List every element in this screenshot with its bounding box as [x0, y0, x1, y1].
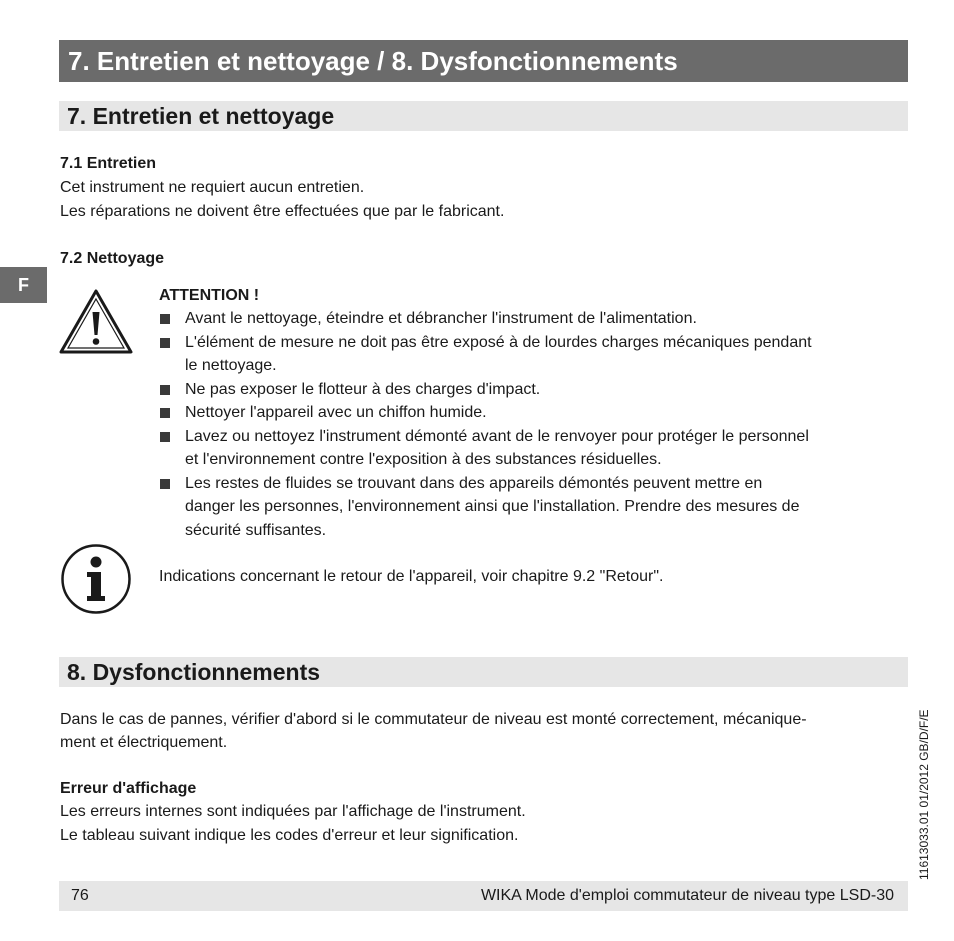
- section-7-heading: 7. Entretien et nettoyage: [59, 101, 908, 131]
- display-error-line-2: Le tableau suivant indique les codes d'erreur et leur signification.: [60, 827, 519, 844]
- malfunction-intro-line-1: Dans le cas de pannes, vérifier d'abord si le commutateur de niveau est monté correctement, mécanique-: [60, 711, 807, 728]
- display-error-line-1: Les erreurs internes sont indiquées par l'affichage de l'instrument.: [60, 803, 526, 820]
- list-item: L'élément de mesure ne doit pas être exposé à de lourdes charges mécaniques pendant le nettoyage.: [159, 331, 919, 378]
- section-8-heading: 8. Dysfonctionnements: [59, 657, 908, 687]
- bullet-square-icon: [160, 385, 170, 395]
- info-circle-icon: [60, 543, 132, 615]
- maintenance-line-1: Cet instrument ne requiert aucun entretien.: [60, 179, 365, 196]
- cleaning-instructions-list: [159, 307, 919, 542]
- bullet-square-icon: [160, 432, 170, 442]
- list-item: Les restes de fluides se trouvant dans des appareils démontés peuvent mettre en danger les personnes, l'environnement ainsi que l'installation. Prendre des mesures de sécurité suffisantes.: [159, 472, 919, 543]
- document-title: WIKA Mode d'emploi commutateur de niveau type LSD-30: [480, 887, 894, 904]
- page-footer: [59, 881, 908, 911]
- bullet-square-icon: [160, 314, 170, 324]
- list-item: Avant le nettoyage, éteindre et débrancher l'instrument de l'alimentation.: [159, 307, 919, 331]
- language-tab: F: [0, 267, 47, 303]
- display-error-heading: Erreur d'affichage: [60, 780, 197, 797]
- list-item: Lavez ou nettoyez l'instrument démonté avant de le renvoyer pour protéger le personnel et l'environnement contre l'exposition à des substances résiduelles.: [159, 425, 919, 472]
- maintenance-line-2: Les réparations ne doivent être effectuées que par le fabricant.: [60, 203, 505, 220]
- bullet-square-icon: [160, 479, 170, 489]
- warning-triangle-icon: [58, 288, 134, 356]
- bullet-square-icon: [160, 408, 170, 418]
- page-title: 7. Entretien et nettoyage / 8. Dysfonctionnements: [59, 40, 908, 82]
- list-item: Ne pas exposer le flotteur à des charges d'impact.: [159, 378, 919, 402]
- page-number: 76: [71, 887, 89, 904]
- list-item: Nettoyer l'appareil avec un chiffon humide.: [159, 401, 919, 425]
- subsection-7-2-heading: 7.2 Nettoyage: [60, 250, 165, 267]
- attention-label: ATTENTION !: [159, 287, 260, 304]
- bullet-square-icon: [160, 338, 170, 348]
- malfunction-intro-line-2: ment et électriquement.: [60, 734, 228, 751]
- return-info-text: Indications concernant le retour de l'appareil, voir chapitre 9.2 "Retour".: [159, 568, 664, 585]
- document-code: 11613033.01 01/2012 GB/D/F/E: [917, 709, 931, 880]
- subsection-7-1-heading: 7.1 Entretien: [60, 155, 157, 172]
